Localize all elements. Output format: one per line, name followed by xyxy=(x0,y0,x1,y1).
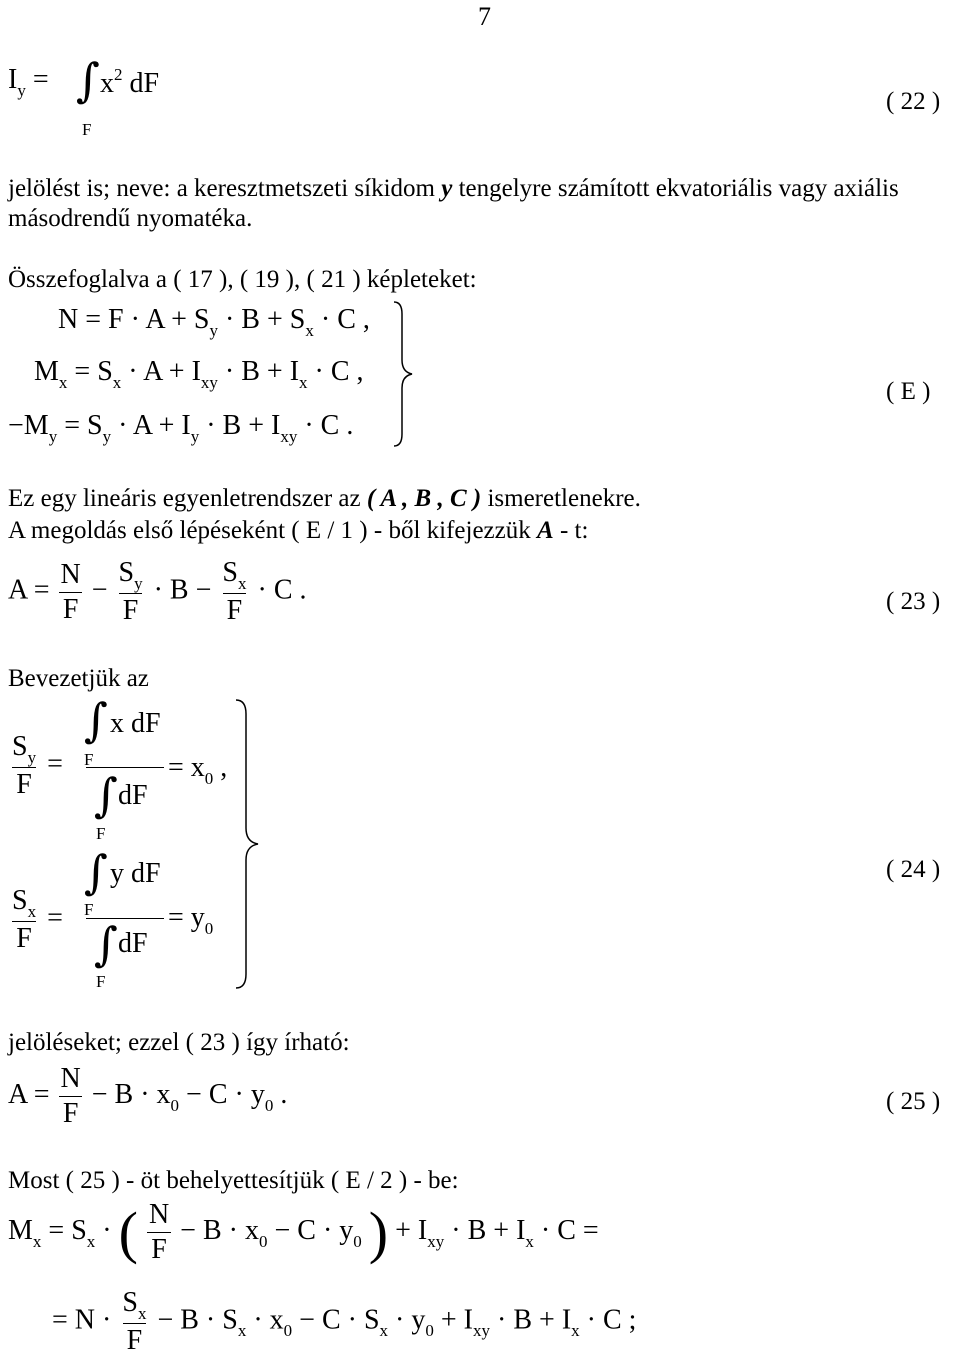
equation-number-25: ( 25 ) xyxy=(886,1088,941,1115)
integral-lower-limit: F xyxy=(96,824,106,843)
paragraph-7: Most ( 25 ) - öt behelyettesítjük ( E / 2 ) - be: xyxy=(8,1167,459,1194)
equation-22: $I_y$ = xyxy=(8,64,49,100)
equation-24-second-rhs: = $y_0$ xyxy=(168,902,214,938)
page-number: 7 xyxy=(478,2,491,31)
integrand-y-dF: y dF xyxy=(110,858,161,889)
final-equation-line-2: = N · $\frac{S_x}{F}$ − $B \cdot S_x \cdot x_0 - C \cdot S_x \cdot y_0 + I_{xy} \cdot B + I_x \cdot C$ ; xyxy=(52,1287,637,1356)
integral-lower-limit: F xyxy=(82,120,92,139)
integrand-dF: dF xyxy=(118,780,148,811)
equation-22-integrand: $x^2$ dF xyxy=(100,65,160,99)
system-e-brace xyxy=(392,300,418,450)
equation-25: A = $\frac{N}{F}$ − $B \cdot x_0 - C \cdot y_0$ . xyxy=(8,1063,288,1129)
equation-24-first-rhs: = $x_0$ , xyxy=(168,752,228,788)
integral-lower-limit: F xyxy=(96,972,106,991)
paragraph-1-line-1: jelölést is; neve: a keresztmetszeti síkidom y tengelyre számított ekvatoriális vagy axiális xyxy=(8,175,899,202)
integral-sign: ∫ xyxy=(94,917,118,971)
system-e-row-2: $M_x = S_x \cdot A + I_{xy} \cdot B + I_x \cdot C$ , xyxy=(34,356,364,392)
equation-number-24: ( 24 ) xyxy=(886,856,941,883)
paragraph-3: Ez egy lineáris egyenletrendszer az ( A , B , C ) ismeretlenekre. xyxy=(8,485,641,512)
integral-sign: ∫ xyxy=(84,845,108,899)
paragraph-4: A megoldás első lépéseként ( E / 1 ) - ből kifejezzük A - t: xyxy=(8,517,589,544)
paragraph-2: Összefoglalva a ( 17 ), ( 19 ), ( 21 ) képleteket: xyxy=(8,266,477,293)
integrand-dF: dF xyxy=(118,928,148,959)
integral-lower-limit: F xyxy=(84,750,94,769)
integral-sign: ∫ xyxy=(94,768,118,822)
equation-number-22: ( 22 ) xyxy=(886,88,941,115)
integrand-x-dF: x dF xyxy=(110,708,161,739)
paragraph-6: jelöléseket; ezzel ( 23 ) így írható: xyxy=(8,1029,350,1056)
final-equation-line-1: $M_x = S_x$ · ( $\frac{N}{F}$ − $B \cdot x_0 - C \cdot y_0$ ) + $I_{xy} \cdot B + I_x \cdot C$ = xyxy=(8,1199,599,1265)
integral-lower-limit: F xyxy=(84,900,94,919)
system-e-row-3: $-M_y = S_y \cdot A + I_y \cdot B + I_{xy} \cdot C$ . xyxy=(8,410,354,446)
equation-24-second-lhs: $\frac{S_x}{F}$ = xyxy=(12,885,63,954)
equation-number-23: ( 23 ) xyxy=(886,588,941,615)
equation-number-e: ( E ) xyxy=(886,378,931,405)
equation-24-brace xyxy=(234,698,264,990)
equation-24-first-lhs: $\frac{S_y}{F}$ = xyxy=(12,731,63,800)
system-e-row-1: $N = F \cdot A + S_y \cdot B + S_x \cdot C$ , xyxy=(58,304,370,340)
integral-sign: ∫ xyxy=(76,53,100,107)
integral-sign: ∫ xyxy=(84,693,108,747)
paragraph-5: Bevezetjük az xyxy=(8,665,149,692)
paragraph-1-line-2: másodrendű nyomatéka. xyxy=(8,205,253,232)
equation-23: A = $\frac{N}{F}$ − $\frac{S_y}{F}$ · B − $\frac{S_x}{F}$ · C . xyxy=(8,557,307,626)
